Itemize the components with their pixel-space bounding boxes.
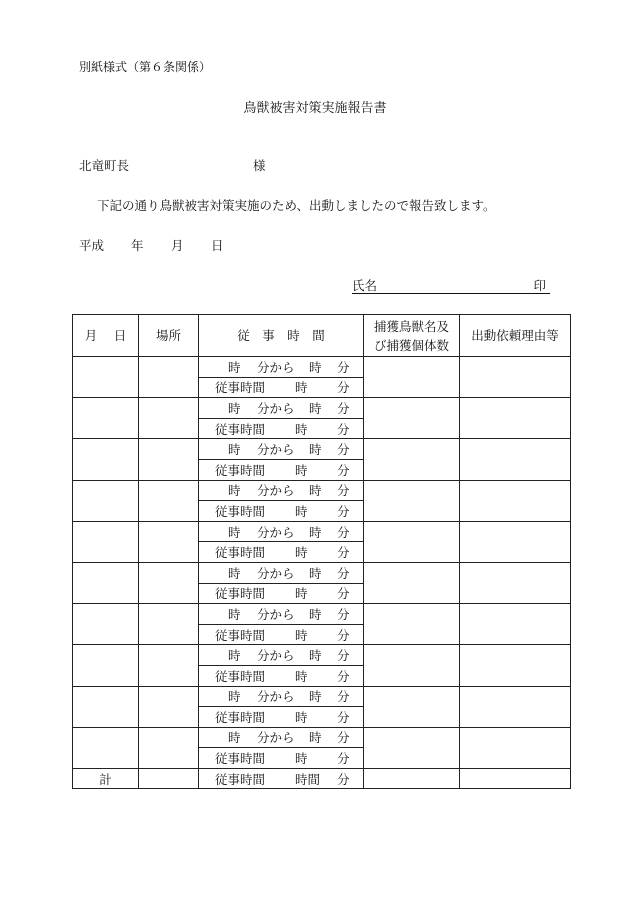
entry-row [73, 604, 571, 625]
time-minute: 分 [337, 565, 350, 581]
total-duty-label: 従事時間 [215, 771, 266, 787]
duration-minute: 分 [337, 462, 350, 478]
total-duty-time[interactable] [199, 768, 364, 789]
time-hour2: 時 [309, 400, 322, 416]
cell-duration[interactable] [199, 707, 364, 728]
cell-captured[interactable] [364, 480, 460, 521]
time-hour2: 時 [309, 483, 322, 499]
duration-hour: 時 [295, 627, 308, 643]
time-from: 分から [257, 359, 295, 375]
duration-label: 従事時間 [215, 421, 266, 437]
duration-minute: 分 [337, 380, 350, 396]
duration-hour: 時 [295, 421, 308, 437]
total-hours: 時間 [295, 771, 321, 787]
cell-place[interactable] [139, 357, 199, 398]
time-hour: 時 [228, 648, 241, 664]
cell-date[interactable] [73, 727, 139, 768]
addressee: 北竜町長 [79, 158, 130, 173]
duration-hour: 時 [295, 668, 308, 684]
time-from: 分から [257, 606, 295, 622]
cell-time-range[interactable] [199, 480, 364, 501]
time-from: 分から [257, 483, 295, 499]
cell-reason[interactable] [460, 727, 571, 768]
cell-date[interactable] [73, 562, 139, 603]
cell-captured[interactable] [364, 727, 460, 768]
cell-captured[interactable] [364, 398, 460, 439]
cell-date[interactable] [73, 398, 139, 439]
cell-duration[interactable] [199, 583, 364, 604]
entry-row [73, 727, 571, 748]
duration-label: 従事時間 [215, 709, 266, 725]
header-captured: 捕獲鳥獣名及び捕獲個体数 [364, 315, 460, 357]
cell-reason[interactable] [460, 521, 571, 562]
cell-captured[interactable] [364, 645, 460, 686]
cell-time-range[interactable] [199, 439, 364, 460]
time-minute: 分 [337, 606, 350, 622]
duration-minute: 分 [337, 627, 350, 643]
duration-hour: 時 [295, 586, 308, 602]
name-label: 氏名 [352, 278, 378, 293]
duration-label: 従事時間 [215, 380, 266, 396]
time-hour: 時 [228, 606, 241, 622]
entry-row [73, 521, 571, 542]
duration-minute: 分 [337, 421, 350, 437]
cell-duration[interactable] [199, 418, 364, 439]
duration-minute: 分 [337, 668, 350, 684]
cell-reason[interactable] [460, 686, 571, 727]
duration-minute: 分 [337, 545, 350, 561]
time-hour2: 時 [309, 359, 322, 375]
time-hour: 時 [228, 730, 241, 746]
time-hour: 時 [228, 565, 241, 581]
entry-row [73, 480, 571, 501]
time-from: 分から [257, 400, 295, 416]
time-hour2: 時 [309, 730, 322, 746]
duration-hour: 時 [295, 545, 308, 561]
time-minute: 分 [337, 400, 350, 416]
cell-date[interactable] [73, 480, 139, 521]
cell-time-range[interactable] [199, 727, 364, 748]
seal-label: 印 [533, 278, 546, 293]
duration-minute: 分 [337, 586, 350, 602]
header-date: 月 日 [73, 315, 139, 357]
time-minute: 分 [337, 689, 350, 705]
honorific: 様 [253, 158, 266, 173]
time-hour2: 時 [309, 689, 322, 705]
cell-time-range[interactable] [199, 357, 364, 378]
intro-text: 下記の通り鳥獣被害対策実施のため、出動しましたので報告致します。 [97, 198, 496, 213]
time-hour2: 時 [309, 565, 322, 581]
duration-label: 従事時間 [215, 586, 266, 602]
total-reason[interactable] [460, 768, 571, 789]
total-captured[interactable] [364, 768, 460, 789]
time-from: 分から [257, 565, 295, 581]
duration-label: 従事時間 [215, 627, 266, 643]
cell-time-range[interactable] [199, 521, 364, 542]
cell-date[interactable] [73, 604, 139, 645]
duration-minute: 分 [337, 503, 350, 519]
header-reason: 出動依頼理由等 [460, 315, 571, 357]
total-place [139, 768, 199, 789]
entry-row [73, 645, 571, 666]
time-hour: 時 [228, 442, 241, 458]
time-hour2: 時 [309, 648, 322, 664]
cell-captured[interactable] [364, 357, 460, 398]
header-duty-time: 従 事 時 間 [199, 315, 364, 357]
time-minute: 分 [337, 483, 350, 499]
time-from: 分から [257, 648, 295, 664]
cell-time-range[interactable] [199, 398, 364, 419]
cell-place[interactable] [139, 521, 199, 562]
cell-reason[interactable] [460, 439, 571, 480]
time-minute: 分 [337, 648, 350, 664]
duration-hour: 時 [295, 709, 308, 725]
cell-captured[interactable] [364, 686, 460, 727]
entry-row [73, 562, 571, 583]
date-era: 平成 [79, 238, 105, 253]
duration-hour: 時 [295, 751, 308, 767]
date-day: 日 [211, 238, 224, 253]
cell-reason[interactable] [460, 645, 571, 686]
document-title: 鳥獣被害対策実施報告書 [243, 101, 387, 116]
cell-time-range[interactable] [199, 645, 364, 666]
time-minute: 分 [337, 524, 350, 540]
time-minute: 分 [337, 359, 350, 375]
form-label: 別紙様式（第６条関係） [79, 60, 212, 74]
total-minute: 分 [337, 771, 350, 787]
entry-row [73, 439, 571, 460]
cell-place[interactable] [139, 686, 199, 727]
duration-minute: 分 [337, 709, 350, 725]
cell-duration[interactable] [199, 624, 364, 645]
duration-label: 従事時間 [215, 545, 266, 561]
time-hour2: 時 [309, 524, 322, 540]
time-from: 分から [257, 524, 295, 540]
time-from: 分から [257, 730, 295, 746]
cell-duration[interactable] [199, 665, 364, 686]
cell-captured[interactable] [364, 439, 460, 480]
time-from: 分から [257, 689, 295, 705]
duration-label: 従事時間 [215, 503, 266, 519]
cell-duration[interactable] [199, 377, 364, 398]
cell-place[interactable] [139, 480, 199, 521]
cell-reason[interactable] [460, 480, 571, 521]
cell-captured[interactable] [364, 521, 460, 562]
time-hour2: 時 [309, 606, 322, 622]
date-year: 年 [131, 238, 144, 253]
date-line [79, 236, 224, 254]
cell-time-range[interactable] [199, 562, 364, 583]
cell-place[interactable] [139, 645, 199, 686]
cell-reason[interactable] [460, 357, 571, 398]
entry-row [73, 686, 571, 707]
cell-reason[interactable] [460, 398, 571, 439]
time-hour: 時 [228, 524, 241, 540]
duration-label: 従事時間 [215, 462, 266, 478]
cell-time-range[interactable] [199, 686, 364, 707]
cell-place[interactable] [139, 727, 199, 768]
cell-duration[interactable] [199, 459, 364, 480]
time-hour: 時 [228, 483, 241, 499]
time-hour: 時 [228, 689, 241, 705]
cell-place[interactable] [139, 604, 199, 645]
time-from: 分から [257, 442, 295, 458]
time-hour: 時 [228, 400, 241, 416]
duration-hour: 時 [295, 503, 308, 519]
cell-place[interactable] [139, 398, 199, 439]
cell-date[interactable] [73, 357, 139, 398]
report-table [72, 314, 571, 789]
date-month: 月 [171, 238, 184, 253]
cell-duration[interactable] [199, 542, 364, 563]
entry-row [73, 357, 571, 378]
cell-duration[interactable] [199, 748, 364, 769]
signature-line [352, 276, 550, 294]
duration-hour: 時 [295, 380, 308, 396]
cell-duration[interactable] [199, 501, 364, 522]
time-minute: 分 [337, 730, 350, 746]
entry-row [73, 398, 571, 419]
cell-captured[interactable] [364, 562, 460, 603]
cell-captured[interactable] [364, 604, 460, 645]
total-label: 計 [73, 768, 139, 789]
time-hour: 時 [228, 359, 241, 375]
cell-date[interactable] [73, 521, 139, 562]
cell-date[interactable] [73, 686, 139, 727]
cell-date[interactable] [73, 439, 139, 480]
cell-date[interactable] [73, 645, 139, 686]
time-hour2: 時 [309, 442, 322, 458]
cell-reason[interactable] [460, 562, 571, 603]
duration-label: 従事時間 [215, 751, 266, 767]
duration-hour: 時 [295, 462, 308, 478]
header-place: 場所 [139, 315, 199, 357]
cell-place[interactable] [139, 562, 199, 603]
duration-label: 従事時間 [215, 668, 266, 684]
cell-place[interactable] [139, 439, 199, 480]
cell-time-range[interactable] [199, 604, 364, 625]
duration-minute: 分 [337, 751, 350, 767]
time-minute: 分 [337, 442, 350, 458]
cell-reason[interactable] [460, 604, 571, 645]
